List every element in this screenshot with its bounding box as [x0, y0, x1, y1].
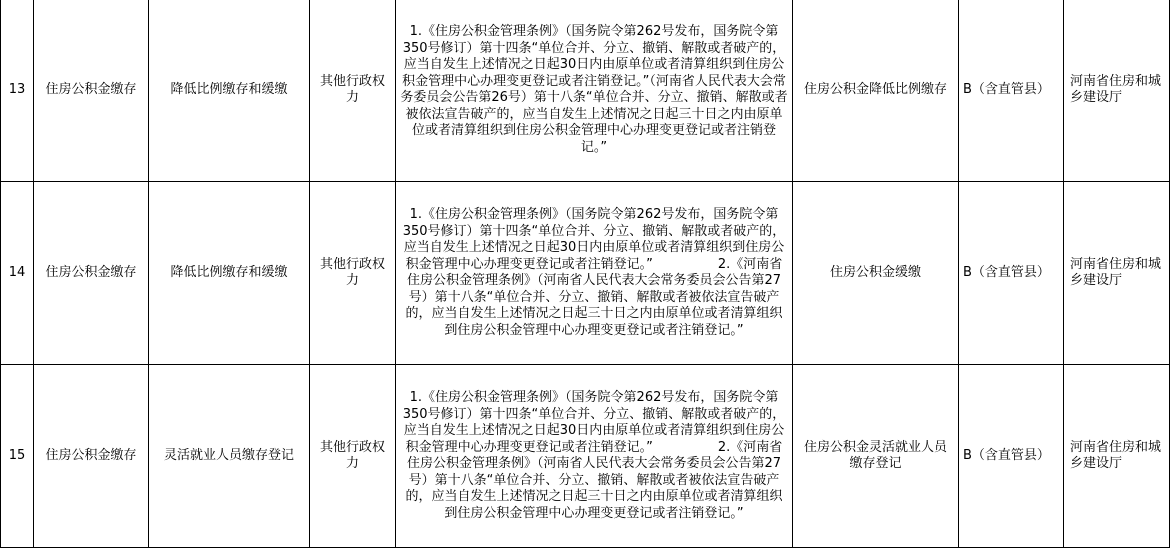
row-number: 13 [1, 0, 34, 182]
department-cell: 河南省住房和城乡建设厅 [1064, 182, 1170, 365]
legal-basis-text: 1.《住房公积金管理条例》（国务院令第262号发布，国务院令第350号修订）第十四条“单位合并、分立、撤销、解散或者破产的，应当自发生上述情况之日起30日内由原单位或者清算组织到住房公积金管理中心办理变更登记或者注销登记。”（河南省人民代表大会常务委员会公告第26号）第十八条“单位合并、分立、撤销、解散或者被依法宣告破产的，应当自发生上述情况之日起三十日之内由原单位或者清算组织到住房公积金管理中心办理变更登记或者注销登记。” [400, 24, 788, 155]
sub-item-cell: 住房公积金降低比例缴存 [793, 0, 959, 182]
legal-basis-text: 1.《住房公积金管理条例》（国务院令第262号发布，国务院令第350号修订）第十四条“单位合并、分立、撤销、解散或者破产的，应当自发生上述情况之日起30日内由原单位或者清算组织到住房公积金管理中心办理变更登记或者注销登记。” 2.《河南省住房公积金管理条例》（河南省人民代表大会常务委员会公告第27号）第十八条“单位合并、分立、撤销、解散或者被依法宣告破产的，应当自发生上述情况之日起三十日之内由原单位或者清算组织到住房公积金管理中心办理变更登记或者注销登记。” [402, 207, 786, 338]
legal-basis-text: 1.《住房公积金管理条例》（国务院令第262号发布，国务院令第350号修订）第十四条“单位合并、分立、撤销、解散或者破产的，应当自发生上述情况之日起30日内由原单位或者清算组织到住房公积金管理中心办理变更登记或者注销登记。” 2.《河南省住房公积金管理条例》（河南省人民代表大会常务委员会公告第27号）第十八条“单位合并、分立、撤销、解散或者被依法宣告破产的，应当自发生上述情况之日起三十日之内由原单位或者清算组织到住房公积金管理中心办理变更登记或者注销登记。” [402, 390, 786, 521]
row-number: 14 [1, 182, 34, 365]
category-cell: 住房公积金缴存 [34, 182, 149, 365]
department-cell: 河南省住房和城乡建设厅 [1064, 0, 1170, 182]
level-cell: B（含直管县） [959, 0, 1064, 182]
legal-basis-cell [396, 365, 793, 548]
item-name-cell: 降低比例缴存和缓缴 [149, 182, 310, 365]
category-cell: 住房公积金缴存 [34, 0, 149, 182]
table-row [1, 365, 1170, 548]
department-cell: 河南省住房和城乡建设厅 [1064, 365, 1170, 548]
power-type-cell: 其他行政权力 [310, 182, 396, 365]
row-number: 15 [1, 365, 34, 548]
sub-item-cell: 住房公积金灵活就业人员缴存登记 [793, 365, 959, 548]
level-cell: B（含直管县） [959, 182, 1064, 365]
table-row [1, 0, 1170, 182]
sub-item-cell: 住房公积金缓缴 [793, 182, 959, 365]
item-name-cell: 灵活就业人员缴存登记 [149, 365, 310, 548]
level-cell: B（含直管县） [959, 365, 1064, 548]
table-row [1, 182, 1170, 365]
item-name-cell: 降低比例缴存和缓缴 [149, 0, 310, 182]
legal-basis-cell [396, 0, 793, 182]
power-type-cell: 其他行政权力 [310, 365, 396, 548]
category-cell: 住房公积金缴存 [34, 365, 149, 548]
legal-basis-cell [396, 182, 793, 365]
power-type-cell: 其他行政权力 [310, 0, 396, 182]
